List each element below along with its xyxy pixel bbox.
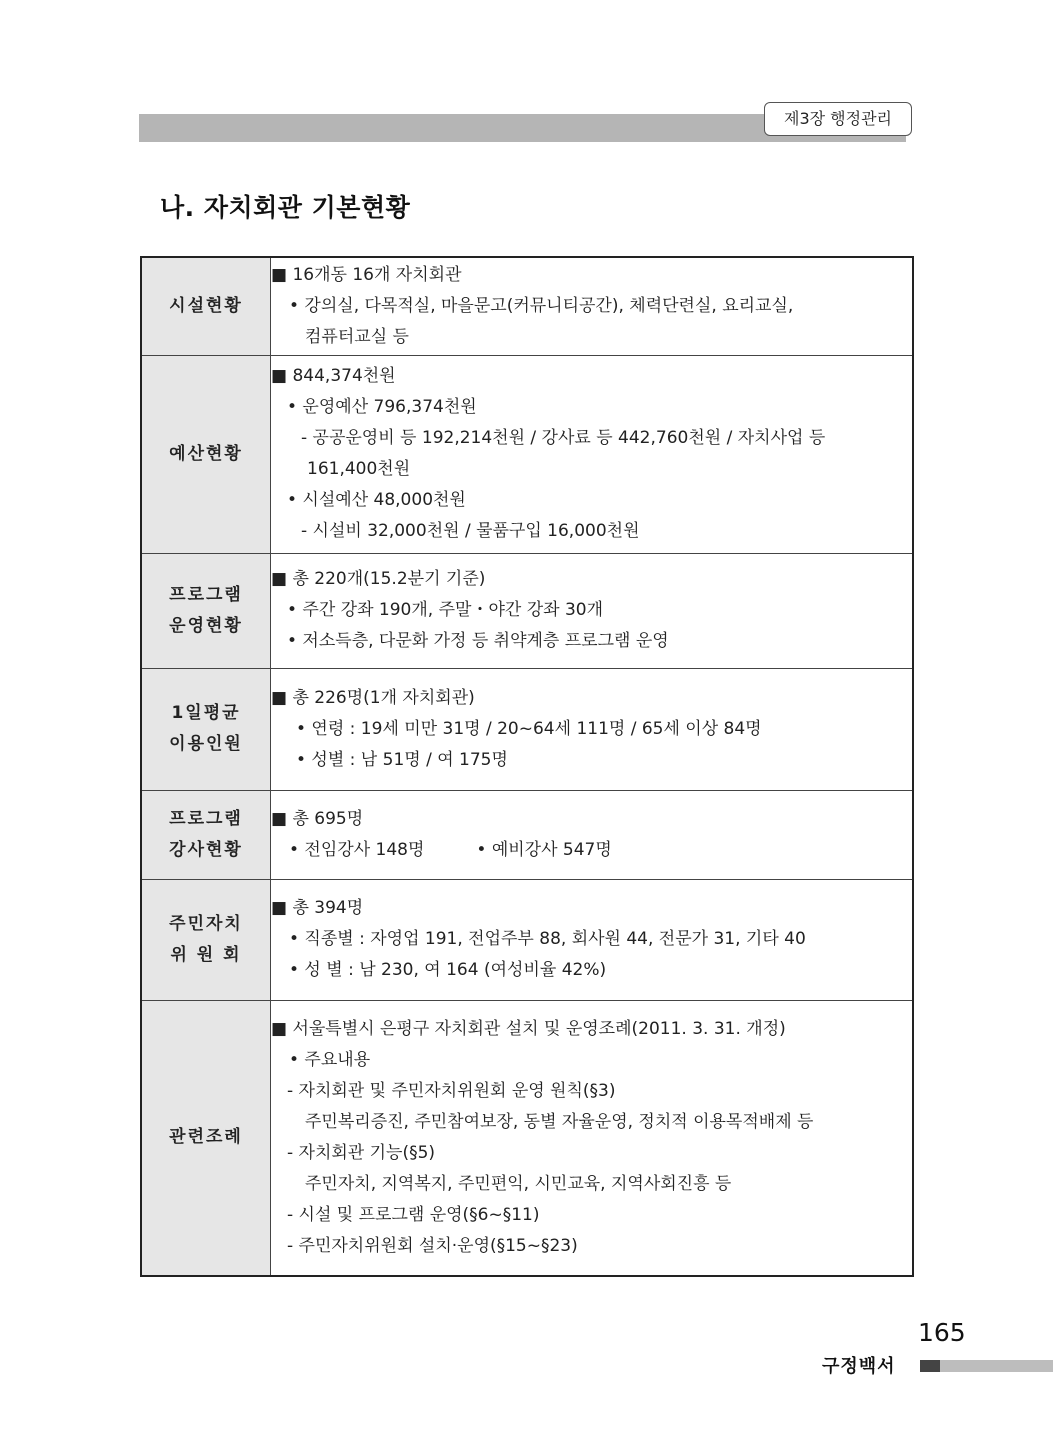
row-label xyxy=(141,553,271,668)
content-line-text: • 직종별 : 자영업 191, 전업주부 88, 회사원 44, 전문가 31, 기타 40 xyxy=(289,929,806,949)
content-line xyxy=(271,260,912,291)
content-line xyxy=(271,322,912,353)
content-line-text: • 강의실, 다목적실, 마을문고(커뮤니티공간), 체력단련실, 요리교실, xyxy=(289,295,794,316)
row-content xyxy=(271,668,914,790)
content-line xyxy=(271,835,912,866)
table-body xyxy=(141,257,913,1276)
content-line-text: 컴퓨터교실 등 xyxy=(305,326,409,347)
content-line-text: - 시설비 32,000천원 / 물품구입 16,000천원 xyxy=(301,521,640,541)
row-label-line: 위 원 회 xyxy=(170,944,242,965)
row-label-line: 관련조례 xyxy=(169,1127,243,1148)
row-content xyxy=(271,879,914,1000)
content-line-text: • 주요내용 xyxy=(289,1049,371,1070)
row-content xyxy=(271,355,914,553)
content-line-text: ■ 총 394명 xyxy=(271,898,364,918)
content-line xyxy=(271,361,912,392)
content-line xyxy=(271,595,912,626)
footer-bar-light xyxy=(940,1360,1053,1372)
content-line-text: - 자치회관 및 주민자치위원회 운영 원칙(§3) xyxy=(287,1080,616,1101)
table-row xyxy=(141,1000,913,1276)
row-label-line: 운영현황 xyxy=(169,615,243,636)
content-line xyxy=(271,626,912,657)
content-line xyxy=(271,955,912,986)
row-content xyxy=(271,1000,914,1276)
row-label xyxy=(141,257,271,355)
content-line-text: 주민복리증진, 주민참여보장, 동별 자율운영, 정치적 이용목적배제 등 xyxy=(305,1111,814,1132)
content-line xyxy=(271,745,912,776)
section-title: 나. 자치회관 기본현황 xyxy=(160,193,411,222)
content-line-text: - 시설 및 프로그램 운영(§6~§11) xyxy=(287,1204,540,1225)
content-line-text: • 전임강사 148명 xyxy=(289,839,425,860)
content-line xyxy=(271,683,912,714)
table-row xyxy=(141,355,913,553)
content-line-text: - 주민자치위원회 설치·운영(§15~§23) xyxy=(287,1235,578,1256)
content-line xyxy=(271,1107,912,1138)
table-row xyxy=(141,790,913,879)
table-row xyxy=(141,879,913,1000)
content-line xyxy=(271,1200,912,1231)
content-line-text: - 공공운영비 등 192,214천원 / 강사료 등 442,760천원 / 자치사업 등 xyxy=(301,428,826,448)
content-line xyxy=(271,291,912,322)
content-line-text: - 자치회관 기능(§5) xyxy=(287,1142,436,1163)
content-line-text: • 연령 : 19세 미만 31명 / 20~64세 111명 / 65세 이상 84명 xyxy=(296,718,762,739)
chapter-tab: 제3장 행정관리 xyxy=(764,102,912,136)
row-label-line: 이용인원 xyxy=(169,734,243,754)
content-line-text: • 운영예산 796,374천원 xyxy=(287,397,477,417)
content-line-text: ■ 총 220개(15.2분기 기준) xyxy=(271,569,486,589)
row-label-line: 강사현황 xyxy=(169,839,243,860)
content-line-text: • 시설예산 48,000천원 xyxy=(287,490,466,510)
row-label-line: 프로그램 xyxy=(169,584,243,605)
table-row xyxy=(141,668,913,790)
content-line-text: ■ 총 226명(1개 자치회관) xyxy=(271,687,475,708)
content-line-text: ■ 16개동 16개 자치회관 xyxy=(271,264,462,285)
row-label-line: 주민자치 xyxy=(169,913,243,934)
content-line xyxy=(271,516,912,547)
content-line-text: • 저소득층, 다문화 가정 등 취약계층 프로그램 운영 xyxy=(287,631,669,651)
footer-book-title: 구정백서 xyxy=(822,1356,896,1377)
content-line xyxy=(271,1014,912,1045)
row-label-line: 예산현황 xyxy=(169,443,243,464)
content-line xyxy=(271,392,912,423)
row-label-line: 1일평균 xyxy=(171,703,241,723)
content-line xyxy=(271,1045,912,1076)
content-line xyxy=(271,714,912,745)
content-line xyxy=(271,893,912,924)
row-label xyxy=(141,1000,271,1276)
content-line xyxy=(271,485,912,516)
content-line-text: ■ 총 695명 xyxy=(271,808,364,829)
row-content xyxy=(271,553,914,668)
content-line-text: • 성 별 : 남 230, 여 164 (여성비율 42%) xyxy=(289,960,607,980)
content-line-text: ■ 서울특별시 은평구 자치회관 설치 및 운영조례(2011. 3. 31. 개정) xyxy=(271,1018,786,1039)
content-line xyxy=(271,1138,912,1169)
content-line xyxy=(271,924,912,955)
table-row xyxy=(141,257,913,355)
facility-status-table xyxy=(140,256,914,1277)
row-label xyxy=(141,790,271,879)
content-line-text: 161,400천원 xyxy=(307,459,411,479)
content-line xyxy=(271,454,912,485)
content-line xyxy=(271,423,912,454)
row-label xyxy=(141,879,271,1000)
content-line-text: ■ 844,374천원 xyxy=(271,366,396,386)
row-label xyxy=(141,668,271,790)
page-number: 165 xyxy=(918,1318,966,1347)
content-line-text: • 성별 : 남 51명 / 여 175명 xyxy=(296,749,508,770)
table-row xyxy=(141,553,913,668)
row-label-line: 프로그램 xyxy=(169,808,243,829)
content-line-extra: • 예비강사 547명 xyxy=(476,839,612,860)
row-label xyxy=(141,355,271,553)
content-line xyxy=(271,564,912,595)
row-content xyxy=(271,790,914,879)
footer-bar-dark xyxy=(920,1360,940,1372)
row-label-line: 시설현황 xyxy=(169,295,243,316)
content-line xyxy=(271,1076,912,1107)
content-line xyxy=(271,804,912,835)
content-line xyxy=(271,1231,912,1262)
row-content xyxy=(271,257,914,355)
content-line xyxy=(271,1169,912,1200)
content-line-text: • 주간 강좌 190개, 주말・야간 강좌 30개 xyxy=(287,600,603,620)
content-line-text: 주민자치, 지역복지, 주민편익, 시민교육, 지역사회진흥 등 xyxy=(305,1173,732,1194)
